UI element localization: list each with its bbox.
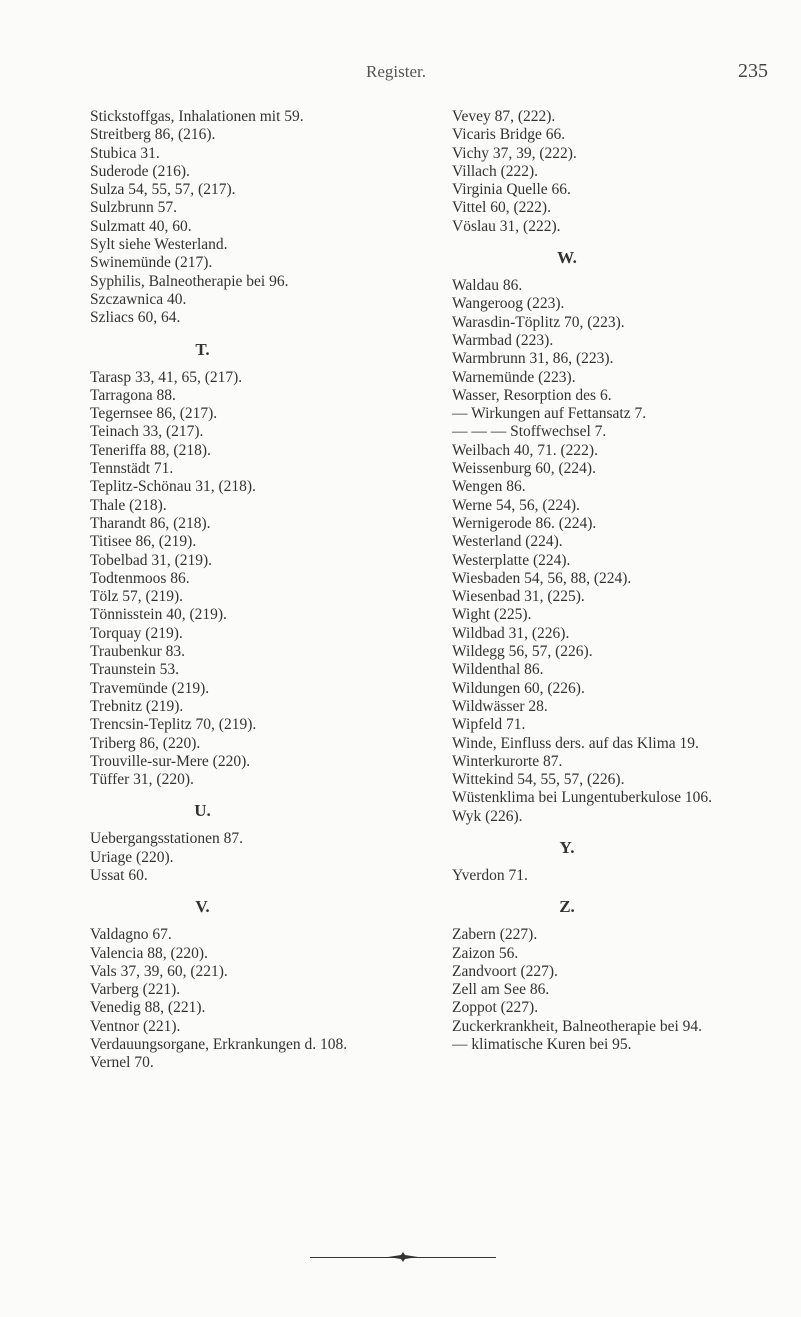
letter-heading-t: T. [195, 339, 210, 359]
index-entry: Wernigerode 86. (224). [452, 514, 597, 532]
index-entry: Yverdon 71. [452, 866, 528, 884]
index-entry: Wittekind 54, 55, 57, (226). [452, 771, 625, 789]
page-number: 235 [738, 60, 768, 82]
index-entry: Tarragona 88. [90, 386, 176, 404]
index-entry: Stickstoffgas, Inhalationen mit 59. [90, 108, 304, 125]
index-entry: Vittel 60, (222). [452, 199, 551, 217]
index-entry: Wyk (226). [452, 807, 523, 825]
index-entry: Wasser, Resorption des 6. [452, 386, 612, 404]
letter-heading-y: Y. [559, 837, 575, 857]
index-entry: — — — Stoffwechsel 7. [452, 423, 607, 441]
index-entry: Uebergangsstationen 87. [90, 830, 243, 848]
index-entry: Virginia Quelle 66. [452, 181, 571, 199]
index-entry: Wildwässer 28. [452, 697, 548, 715]
page-header [0, 62, 801, 84]
index-entry: Wiesenbad 31, (225). [452, 588, 585, 606]
index-entry: Zandvoort (227). [452, 962, 558, 980]
index-entry: Tölz 57, (219). [90, 588, 183, 606]
index-entry: Tobelbad 31, (219). [90, 551, 213, 569]
index-entry: Werne 54, 56, (224). [452, 496, 580, 514]
index-entry: Valencia 88, (220). [90, 944, 208, 962]
index-entry: Warmbrunn 31, 86, (223). [452, 350, 614, 368]
index-entry: Wüstenklima bei Lungentuberkulose 106. [452, 789, 712, 807]
index-entry: Waldau 86. [452, 277, 523, 295]
running-title: Register. [366, 62, 426, 81]
index-entry: Wiesbaden 54, 56, 88, (224). [452, 569, 632, 587]
ornament-icon [388, 1252, 418, 1262]
index-entry: Sulza 54, 55, 57, (217). [90, 181, 236, 199]
index-entry: Ussat 60. [90, 866, 148, 884]
index-entry: Winterkurorte 87. [452, 752, 563, 770]
index-entry: Wildenthal 86. [452, 661, 544, 679]
index-entry: Vals 37, 39, 60, (221). [90, 962, 228, 980]
index-entry: Westerplatte (224). [452, 551, 571, 569]
section-u [90, 830, 445, 885]
index-entry: Szliacs 60, 64. [90, 309, 181, 327]
section-v-continued [452, 108, 797, 236]
section-w [452, 277, 797, 826]
index-entry: Torquay (219). [90, 624, 183, 642]
letter-heading-v: V. [195, 897, 210, 917]
index-entry: Wildegg 56, 57, (226). [452, 643, 593, 661]
index-entry: Varberg (221). [90, 981, 181, 999]
index-entry: Thale (218). [90, 496, 167, 514]
index-entry: Traunstein 53. [90, 661, 179, 679]
index-entry: Tennstädt 71. [90, 460, 174, 478]
index-entry: Wangeroog (223). [452, 295, 565, 313]
index-entry: Travemünde (219). [90, 679, 210, 697]
index-entry: Winde, Einfluss ders. auf das Klima 19. [452, 734, 699, 752]
right-column [452, 108, 797, 1054]
index-entry: Swinemünde (217). [90, 254, 213, 272]
index-entry: Zaizon 56. [452, 944, 519, 962]
index-entry: Titisee 86, (219). [90, 533, 197, 551]
index-entry: Vichy 37, 39, (222). [452, 144, 577, 162]
index-entry: Zoppot (227). [452, 999, 539, 1017]
index-entry: Todtenmoos 86. [90, 569, 190, 587]
index-entry: Vöslau 31, (222). [452, 217, 561, 235]
index-entry: Tegernsee 86, (217). [90, 405, 218, 423]
section-z [452, 926, 797, 1054]
index-entry: Wengen 86. [452, 478, 526, 496]
index-entry: Tönnisstein 40, (219). [90, 606, 227, 624]
index-entry: Tarasp 33, 41, 65, (217). [90, 368, 243, 386]
index-entry: Uriage (220). [90, 848, 174, 866]
section-t [90, 369, 445, 790]
index-entry: Suderode (216). [90, 162, 190, 180]
letter-heading-u: U. [194, 801, 211, 821]
index-entry: Szczawnica 40. [90, 290, 187, 308]
index-entry: Teinach 33, (217). [90, 423, 204, 441]
section-y [452, 867, 797, 885]
section-v [90, 926, 445, 1072]
index-entry: Wildbad 31, (226). [452, 624, 570, 642]
index-entry: Wight (225). [452, 606, 532, 624]
index-entry: Trouville-sur-Mere (220). [90, 752, 251, 770]
index-entry: Tüffer 31, (220). [90, 771, 194, 789]
index-entry: Triberg 86, (220). [90, 734, 201, 752]
index-entry: Trebnitz (219). [90, 697, 184, 715]
section-s [90, 108, 445, 328]
index-entry: Vevey 87, (222). [452, 108, 556, 125]
index-entry: Traubenkur 83. [90, 643, 186, 661]
index-entry: Zabern (227). [452, 926, 538, 944]
index-entry: — Wirkungen auf Fettansatz 7. [452, 405, 647, 423]
letter-heading-z: Z. [559, 897, 575, 917]
index-entry: Wipfeld 71. [452, 716, 526, 734]
index-entry: Zuckerkrankheit, Balneotherapie bei 94. [452, 1017, 703, 1035]
index-entry: Tharandt 86, (218). [90, 514, 211, 532]
index-entry: Teplitz-Schönau 31, (218). [90, 478, 256, 496]
index-entry: Warmbad (223). [452, 331, 554, 349]
index-entry: Westerland (224). [452, 533, 563, 551]
index-entry: Venedig 88, (221). [90, 999, 206, 1017]
index-entry: Warasdin-Töplitz 70, (223). [452, 313, 625, 331]
letter-heading-w: W. [557, 248, 577, 268]
index-entry: Streitberg 86, (216). [90, 126, 216, 144]
index-entry: Sulzmatt 40, 60. [90, 217, 192, 235]
index-entry: Vicaris Bridge 66. [452, 126, 566, 144]
index-entry: Warnemünde (223). [452, 368, 576, 386]
index-entry: Weissenburg 60, (224). [452, 460, 596, 478]
index-entry: Verdauungsorgane, Erkrankungen d. 108. [90, 1036, 348, 1054]
index-entry: Wildungen 60, (226). [452, 679, 585, 697]
index-entry: Stubica 31. [90, 144, 160, 162]
index-entry: Teneriffa 88, (218). [90, 441, 211, 459]
index-entry: Ventnor (221). [90, 1017, 181, 1035]
index-entry: Weilbach 40, 71. (222). [452, 441, 598, 459]
index-entry: Sylt siehe Westerland. [90, 236, 228, 254]
index-entry: — klimatische Kuren bei 95. [452, 1036, 632, 1054]
index-entry: Valdagno 67. [90, 926, 172, 944]
index-entry: Syphilis, Balneotherapie bei 96. [90, 272, 289, 290]
index-entry: Trencsin-Teplitz 70, (219). [90, 716, 257, 734]
index-entry: Vernel 70. [90, 1054, 154, 1072]
index-entry: Villach (222). [452, 162, 539, 180]
index-entry: Zell am See 86. [452, 981, 550, 999]
index-entry: Sulzbrunn 57. [90, 199, 177, 217]
left-column [90, 108, 445, 1073]
